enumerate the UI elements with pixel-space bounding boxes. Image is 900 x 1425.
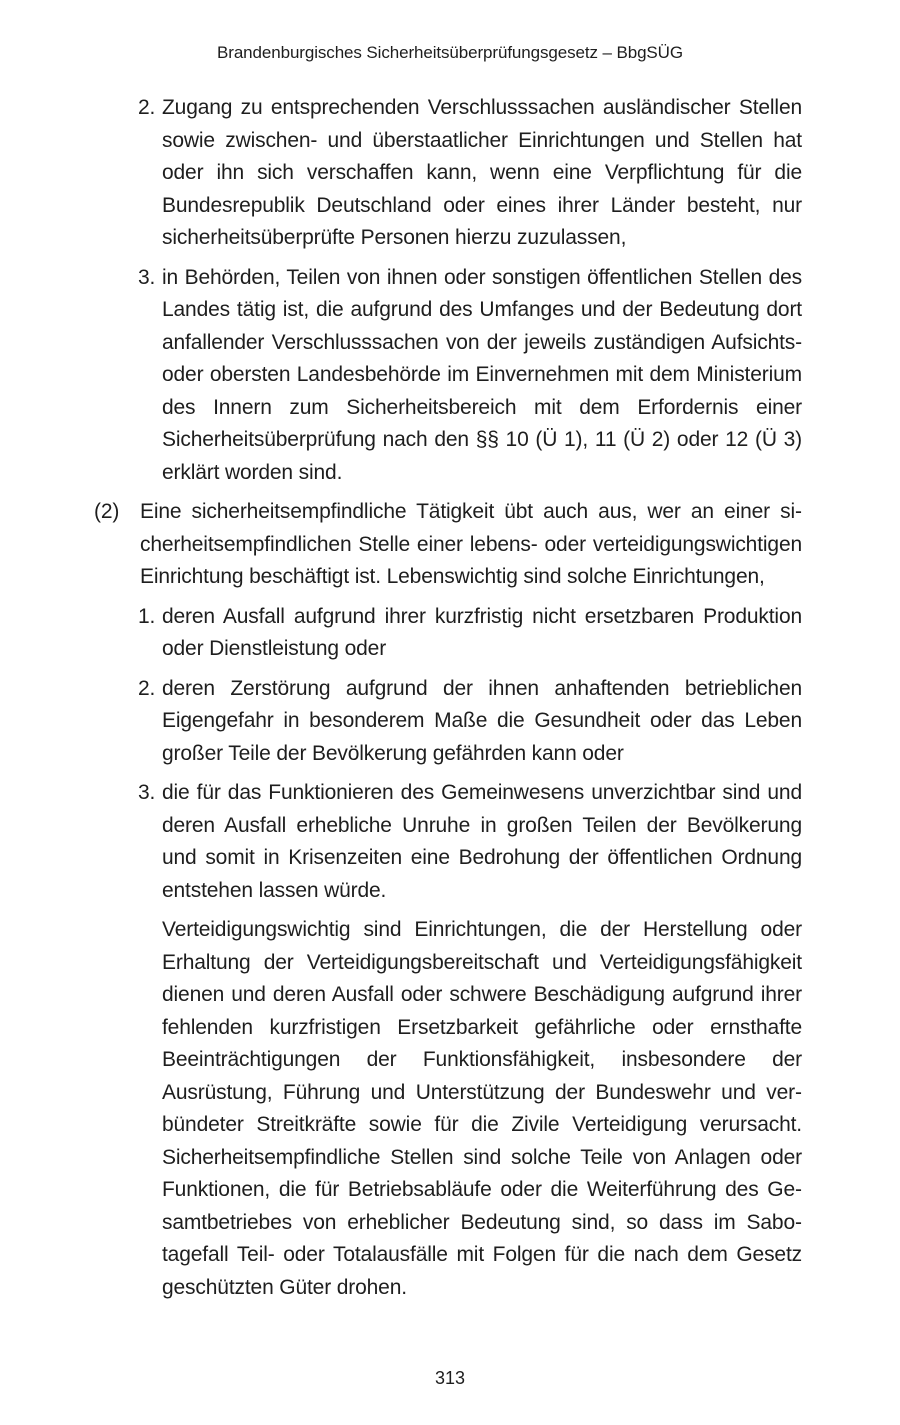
list-item-number: 1.	[138, 604, 156, 628]
list-item-number: 3.	[138, 781, 156, 804]
list-item-text: die für das Funktionieren des Gemeinwesens unverzichtbar sind und deren Ausfall erhebliche Unruhe in großen Teilen der Bevölkerung und somit in Krisenzeiten eine Bedrohung der öffentlichen Ordnung entstehen lassen würde.	[162, 781, 802, 902]
list-item	[138, 777, 802, 907]
list-item-number: 3.	[138, 265, 156, 289]
page-number: 313	[434, 1368, 466, 1388]
paragraph-2	[94, 496, 802, 594]
running-header: Brandenburgisches Sicherheitsüberprüfungsgesetz – BbgSÜG	[217, 43, 683, 62]
list-item-number: 2.	[138, 676, 156, 700]
paragraph-number: (2)	[94, 500, 120, 523]
closing-paragraph: Verteidigungswichtig sind Einrichtungen, die der Herstellung oder Erhaltung der Verteidigungsbereitschaft und Verteidigungsfähigkeit dienen und deren Ausfall oder schwere Beschädigung aufgrund ihrer fehlenden kurzfristigen Ersetzbarkeit gefährliche oder ernsthafte Beeinträchtigungen der Funktionsfähigkeit, insbesondere der Ausrüstung, Führung und Unterstützung der Bundeswehr und verbündeter Streitkräfte sowie für die Zivile Verteidigung verursacht. Sicherheitsempfindliche Stellen sind solche Teile von Anlagen oder Funktionen, die für Betriebsabläufe oder die Weiterführung des Gesamtbetriebes von erheblicher Bedeutung sind, so dass im Sabotagefall Teil- oder Totalausfälle mit Folgen für die nach dem Gesetz geschützten Güter drohen.	[162, 918, 802, 1299]
list-item	[138, 262, 802, 490]
list-item	[138, 601, 802, 666]
page-body	[0, 92, 900, 1304]
list-item-text: in Behörden, Teilen von ihnen oder sonstigen öffentlichen Stellen des Landes tätig ist, die aufgrund des Umfanges und der Bedeutung dort anfallender Verschlusssachen von der jeweils zuständigen Aufsichts- oder obersten Landesbehörde im Einvernehmen mit dem Ministerium des Innern zum Sicherheitsbereich mit dem Erfordernis einer Sicherheitsüberprüfung nach den §§ 10 (Ü 1), 11 (Ü 2) oder 12 (Ü 3) erklärt worden sind.	[162, 265, 802, 484]
list-item-text: deren Zerstörung aufgrund der ihnen anhaftenden betrieblichen Eigengefahr in besonderem Maße die Gesundheit oder das Leben großer Teile der Bevölkerung gefährden kann oder	[162, 676, 802, 765]
list-item	[138, 92, 802, 255]
list-item	[138, 673, 802, 771]
list-item-text: deren Ausfall aufgrund ihrer kurzfristig nicht ersetzbaren Produktion oder Dienstleistung oder	[162, 604, 802, 660]
list-item-text: Zugang zu entsprechenden Verschlusssachen ausländischer Stellen sowie zwischen- und überstaatlicher Einrichtungen und Stellen hat oder ihn sich verschaffen kann, wenn eine Verpflichtung für die Bundesrepublik Deutschland oder eines ihrer Länder besteht, nur sicherheitsüberprüfte Personen hierzu zuzulassen,	[162, 96, 802, 249]
paragraph-text: Eine sicherheitsempfindliche Tätigkeit übt auch aus, wer an einer sicherheitsempfindlichen Stelle einer lebens- oder verteidigungswichtigen Einrichtung beschäftigt ist. Lebenswichtig sind solche Einrichtungen,	[140, 500, 802, 588]
list-item-number: 2.	[138, 96, 156, 119]
